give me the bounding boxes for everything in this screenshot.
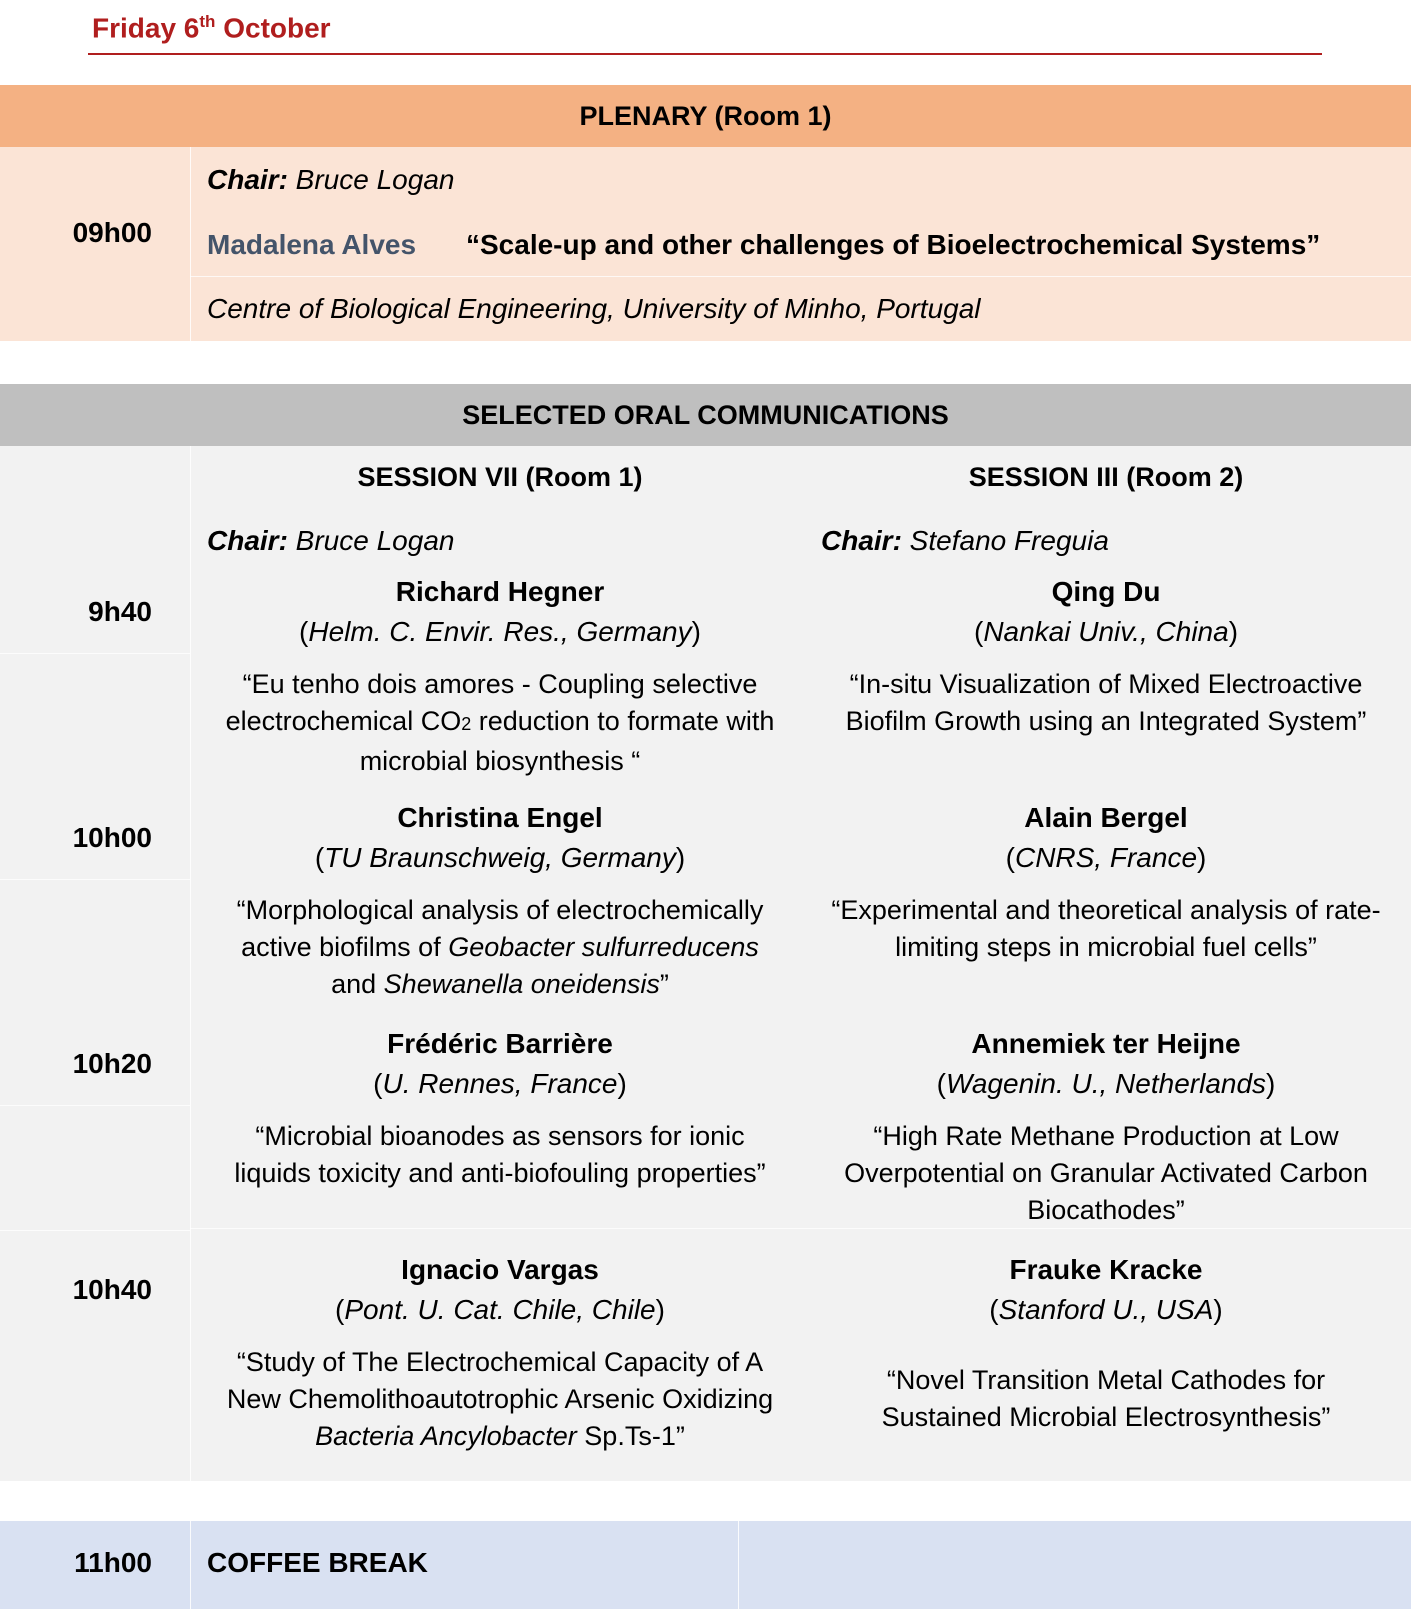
talk-title: “In-situ Visualization of Mixed Electroactive Biofilm Growth using an Integrated System” [845,669,1367,736]
speaker-affiliation: (Stanford U., USA) [989,1294,1223,1325]
slot-time: 9h40 [88,596,152,627]
slot-time: 10h20 [72,1048,152,1079]
plenary-talk-title: “Scale-up and other challenges of Bioelectrochemical Systems” [466,229,1321,260]
talk [198,572,802,780]
slot-time: 10h00 [72,822,152,853]
talk [198,1250,802,1455]
talk-title: “High Rate Methane Production at Low Overpotential on Granular Activated Carbon Biocathodes” [844,1121,1368,1225]
talk-title: “Experimental and theoretical analysis of rate- limiting steps in microbial fuel cells” [831,895,1381,962]
speaker-name: Richard Hegner [395,576,605,607]
talk [808,798,1404,966]
speaker-name: Christina Engel [397,802,603,833]
oral-block [0,446,1411,1481]
session-1-chair: Chair: Bruce Logan [207,525,455,556]
talk [198,798,802,1003]
speaker-affiliation: (U. Rennes, France) [373,1068,627,1099]
session-2-title: SESSION III (Room 2) [968,462,1244,492]
speaker-name: Qing Du [1051,576,1161,607]
coffee-label: COFFEE BREAK [207,1547,428,1578]
speaker-affiliation: (Wagenin. U., Netherlands) [936,1068,1276,1099]
talk [198,1024,802,1192]
speaker-affiliation: (TU Braunschweig, Germany) [314,842,686,873]
speaker-affiliation: (Helm. C. Envir. Res., Germany) [299,616,701,647]
session-2-chair: Chair: Stefano Freguia [821,525,1109,556]
day-title: Friday 6th October [92,12,331,44]
talk [808,1024,1404,1229]
speaker-affiliation: (Nankai Univ., China) [973,616,1239,647]
talk-title: “Study of The Electrochemical Capacity of A New Chemolithoautotrophic Arsenic Oxidizing Bacteria Ancylobacter Sp.Ts-1” [226,1347,774,1451]
speaker-affiliation: (CNRS, France) [1005,842,1207,873]
speaker-affiliation: (Pont. U. Cat. Chile, Chile) [335,1294,665,1325]
talk-title: “Microbial bioanodes as sensors for ionic liquids toxicity and anti-biofouling properties” [234,1121,766,1188]
talk [808,572,1404,740]
session-1-title: SESSION VII (Room 1) [357,462,643,492]
plenary-affiliation: Centre of Biological Engineering, University of Minho, Portugal [207,293,981,324]
plenary-speaker: Madalena Alves [207,229,417,260]
plenary-header: PLENARY (Room 1) [0,85,1411,147]
slot-time: 10h40 [72,1274,152,1305]
speaker-name: Annemiek ter Heijne [971,1028,1241,1059]
talk-title: “Novel Transition Metal Cathodes for Sustained Microbial Electrosynthesis” [881,1365,1331,1432]
plenary-chair: Chair: Bruce Logan [207,164,455,195]
talk [808,1250,1404,1436]
oral-header: SELECTED ORAL COMMUNICATIONS [0,384,1411,446]
speaker-name: Ignacio Vargas [401,1254,599,1285]
plenary-block [0,147,1411,341]
plenary-time: 09h00 [72,217,152,248]
talk-title: “Eu tenho dois amores - Coupling selective electrochemical CO2 reduction to formate with microbial biosynthesis “ [225,669,775,776]
coffee-time: 11h00 [74,1547,152,1578]
talk-title: “Morphological analysis of electrochemically active biofilms of Geobacter sulfurreducens and Shewanella oneidensis” [236,895,764,999]
day-title-underline [88,53,1322,55]
coffee-break-row [0,1521,1411,1609]
speaker-name: Frauke Kracke [1009,1254,1203,1285]
speaker-name: Alain Bergel [1024,802,1188,833]
speaker-name: Frédéric Barrière [387,1028,613,1059]
